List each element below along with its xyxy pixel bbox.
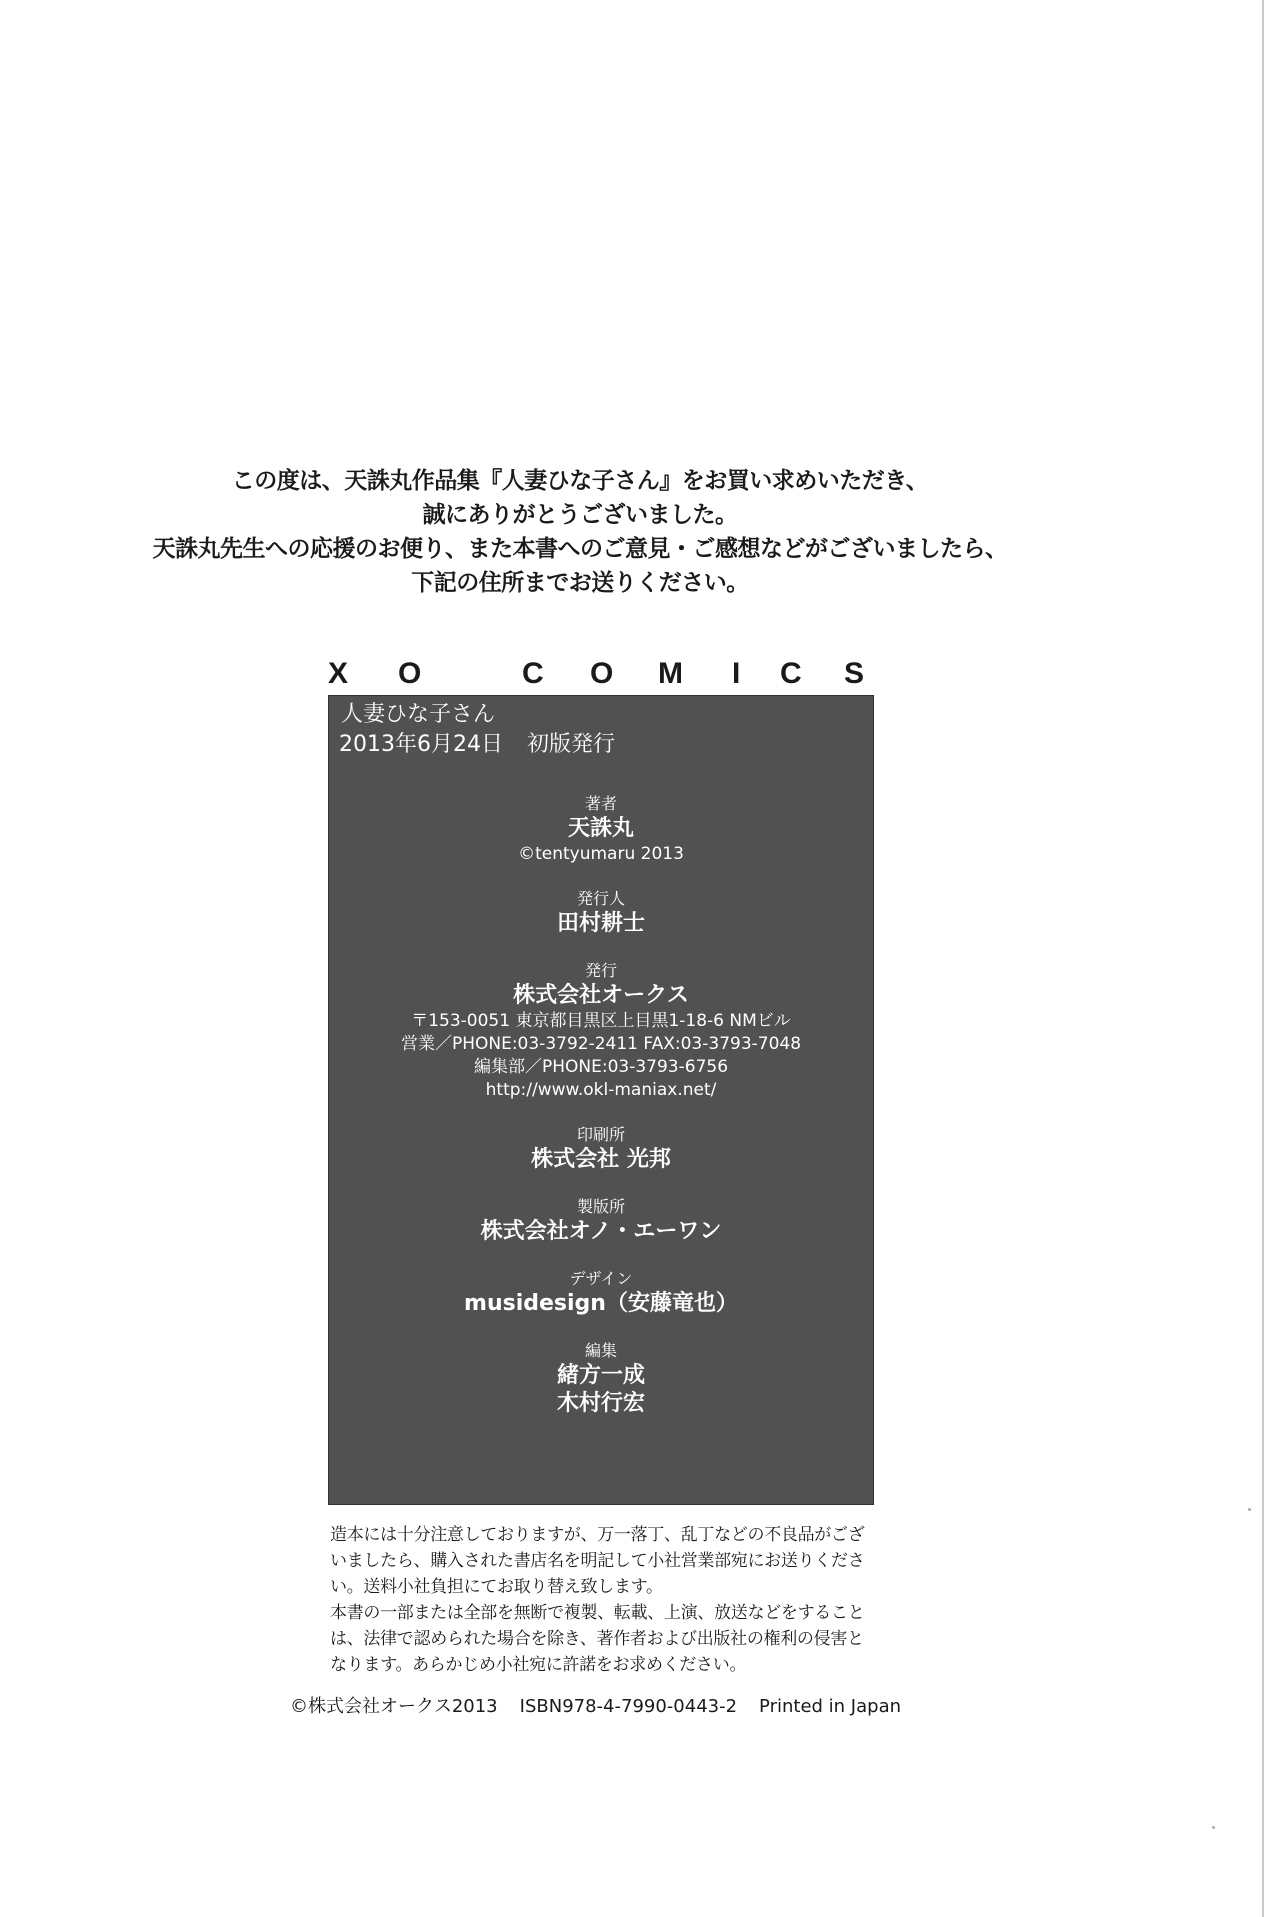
- credit-detail: 〒153-0051 東京都目黒区上目黒1-18-6 NMビル: [411, 1011, 791, 1031]
- imprint-logo: [328, 657, 868, 691]
- imprint-letter: I: [732, 657, 741, 690]
- imprint-letter: S: [844, 657, 865, 690]
- credit-role: 発行人: [576, 889, 625, 908]
- credit-block: [329, 1340, 873, 1418]
- printed-in-text: Printed in Japan: [759, 1696, 902, 1717]
- credit-name: 田村耕士: [556, 911, 645, 936]
- thanks-message: [150, 464, 1010, 600]
- credit-role: 著者: [584, 794, 617, 813]
- credit-role: デザイン: [569, 1269, 633, 1288]
- credit-role: 発行: [584, 961, 617, 980]
- credit-detail: ©tentyumaru 2013: [518, 844, 684, 864]
- thanks-line: 下記の住所までお送りください。: [411, 570, 749, 596]
- edition-label: 初版発行: [526, 732, 615, 757]
- colophon-box: [328, 695, 874, 1505]
- credit-detail: 編集部／PHONE:03-3793-6756: [473, 1057, 729, 1077]
- notice-line: は、法律で認められた場合を除き、著作者および出版社の権利の侵害と: [330, 1629, 864, 1649]
- credit-name: 株式会社 光邦: [531, 1147, 671, 1172]
- notice-line: なります。あらかじめ小社宛に許諾をお求めください。: [330, 1655, 747, 1675]
- credit-block: [329, 1268, 873, 1318]
- dust-speck: [1248, 1508, 1251, 1511]
- credit-role: 製版所: [576, 1197, 625, 1216]
- thanks-line: 天誅丸先生への応援のお便り、また本書へのご意見・ご感想などがございましたら、: [152, 536, 1008, 562]
- credit-role: 印刷所: [576, 1125, 625, 1144]
- notice-line: いましたら、購入された書店名を明記して小社営業部宛にお送りくださ: [330, 1551, 865, 1571]
- footer-line: [290, 1695, 930, 1719]
- isbn-text: ISBN978-4-7990-0443-2: [519, 1696, 738, 1717]
- credit-name: musidesign（安藤竜也）: [464, 1291, 738, 1316]
- credit-name: 緒方一成: [556, 1363, 645, 1388]
- notice-line: 造本には十分注意しておりますが、万一落丁、乱丁などの不良品がござ: [330, 1525, 865, 1545]
- credit-block: [329, 793, 873, 866]
- page-edge-line: [1262, 0, 1264, 1917]
- book-title: 人妻ひな子さん: [341, 702, 496, 727]
- credit-name: 株式会社オノ・エーワン: [480, 1219, 722, 1244]
- imprint-letter: C: [780, 657, 802, 690]
- notice-line: 本書の一部または全部を無断で複製、転載、上演、放送などをすること: [330, 1603, 865, 1623]
- publication-date: 2013年6月24日: [339, 732, 503, 757]
- imprint-letter: X: [328, 657, 349, 690]
- credit-block: [329, 1124, 873, 1174]
- publication-date-line: [339, 730, 615, 760]
- credit-name: 木村行宏: [556, 1391, 645, 1416]
- copyright-text: ©株式会社オークス2013: [290, 1696, 498, 1717]
- thanks-line: 誠にありがとうございました。: [422, 502, 738, 528]
- thanks-line: この度は、天誅丸作品集『人妻ひな子さん』をお買い求めいただき、: [231, 468, 929, 494]
- imprint-letter: C: [522, 657, 544, 690]
- credits-list: [329, 793, 873, 1440]
- credit-role: 編集: [584, 1341, 617, 1360]
- credit-block: [329, 960, 873, 1102]
- imprint-letter: M: [658, 657, 683, 690]
- credit-detail: http://www.okl-maniax.net/: [485, 1080, 717, 1100]
- credit-block: [329, 1196, 873, 1246]
- notice-line: い。送料小社負担にてお取り替え致します。: [330, 1577, 663, 1597]
- credit-name: 天誅丸: [567, 816, 634, 841]
- imprint-letter: O: [590, 657, 614, 690]
- defect-notice: [330, 1522, 890, 1678]
- credit-block: [329, 888, 873, 938]
- credit-detail: 営業／PHONE:03-3792-2411 FAX:03-3793-7048: [400, 1034, 802, 1054]
- credit-name: 株式会社オークス: [513, 983, 689, 1008]
- imprint-letter: O: [398, 657, 422, 690]
- dust-speck: [1212, 1826, 1215, 1829]
